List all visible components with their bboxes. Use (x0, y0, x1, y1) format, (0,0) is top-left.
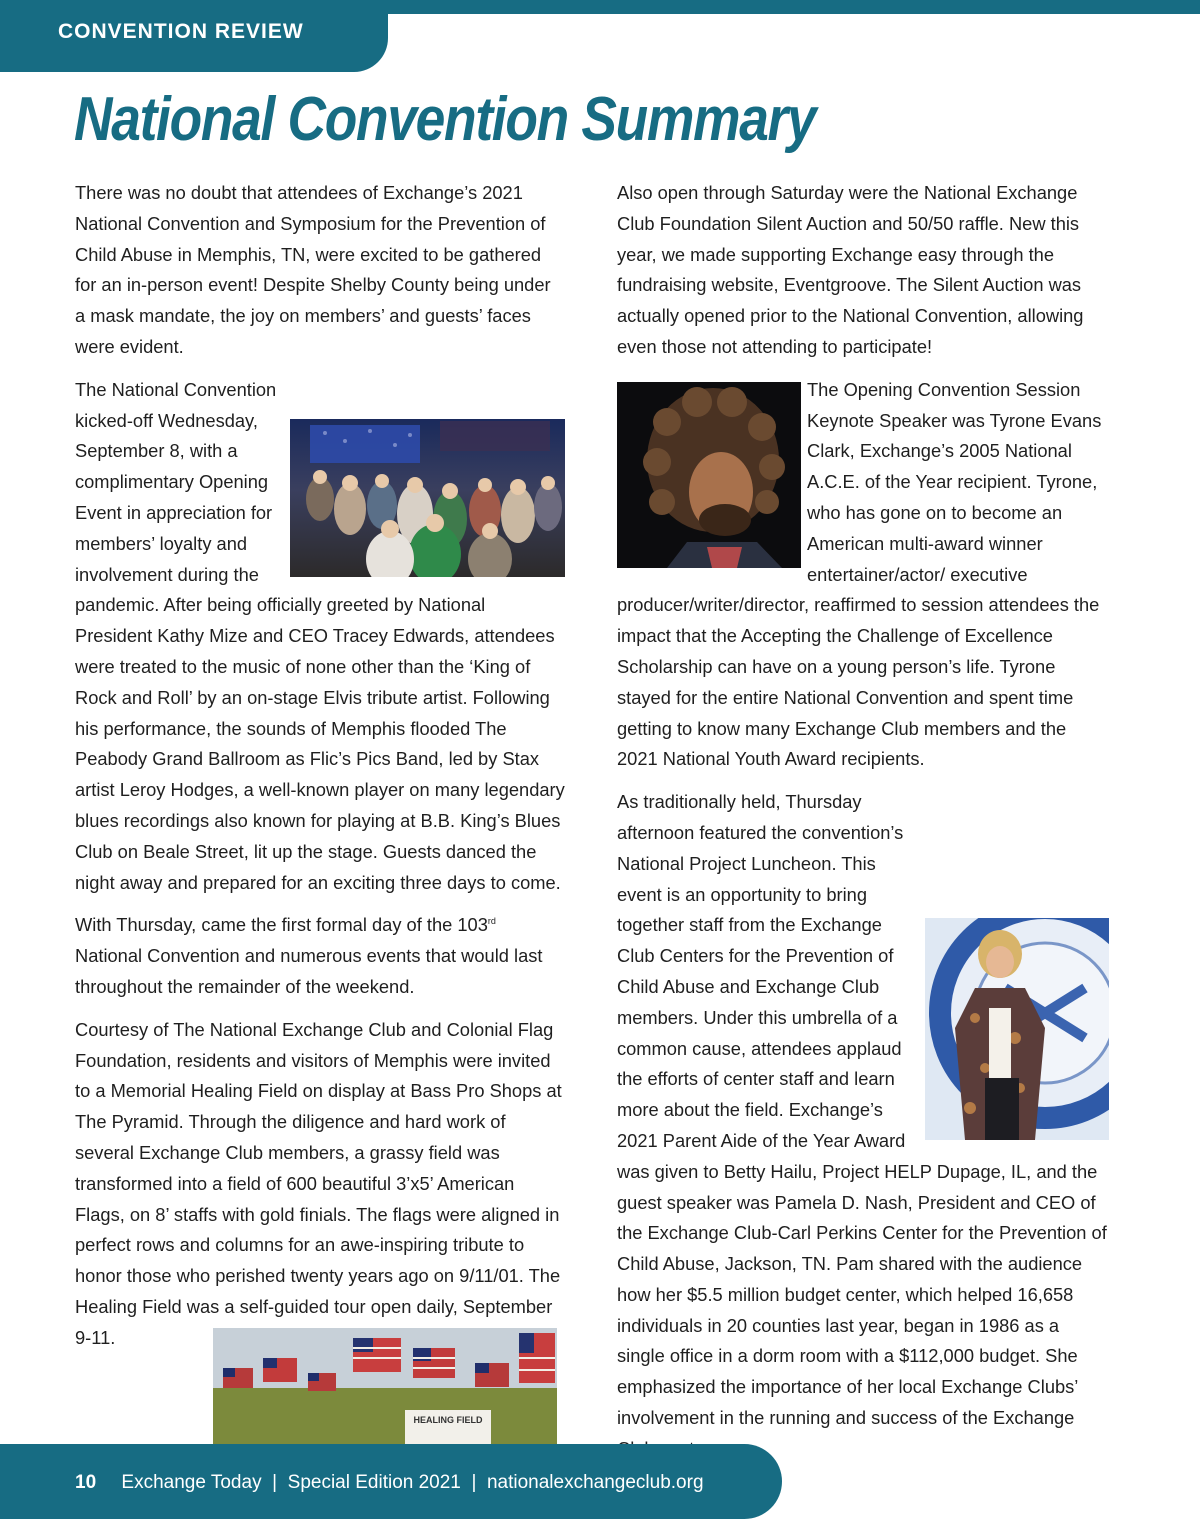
footer-separator: | (471, 1472, 477, 1493)
publication-name: Exchange Today (121, 1472, 262, 1493)
page-title: National Convention Summary (74, 85, 816, 154)
article-column-right (617, 178, 1109, 1477)
paragraph-text: With Thursday, came the first formal day of the 103 (75, 914, 488, 936)
footer-separator: | (272, 1472, 278, 1493)
article-paragraph (75, 375, 565, 899)
article-paragraph-text: As traditionally held, Thursday afternoon featured the convention’s National Project Luncheon. This event is an opportunity to bring together staff from the Exchange Club Centers for the Prevention of Child Abuse and Exchange Club members. Under this umbrella of a common cause, attendees applaud the efforts of center staff and learn more about the field. Exchange’s 2021 Parent Aide of the Year Award was given to Betty Hailu, Project HELP Dupage, IL, and the guest speaker was Pamela D. Nash, President and CEO of the Exchange Club-Carl Perkins Center for the Prevention of Child Abuse, Jackson, TN. Pam shared with the audience how her $5.5 million budget center, which helped 16,658 individuals in 20 counties last year, began in 1986 as a single office in a dorm room with a $112,000 budget. She emphasized the importance of her local Exchange Clubs’ involvement in the running and success of the Exchange (617, 791, 1107, 1429)
article-paragraph (75, 910, 565, 1002)
website-link[interactable]: nationalexchangeclub.org (486, 1472, 704, 1493)
footer (75, 1472, 704, 1494)
article-column-left (75, 178, 565, 1365)
article-paragraph: Also open through Saturday were the National Exchange Club Foundation Silent Auction and 50/50 raffle. New this year, we made supporting Exchange easy through the fundraising website, Eventgroove. The Silent Auction was actually opened prior to the National Convention, allowing even those not attending to participate! (617, 182, 1084, 357)
section-label: CONVENTION REVIEW (58, 20, 304, 43)
parent-aide-award-photo (925, 918, 1109, 1140)
healing-field-flags-photo (213, 1328, 557, 1445)
article-paragraph-text: The National Convention kicked-off Wednesday, September 8, with a complimentary Opening Event in appreciation for members’ loyalty and involvement during the pandemic. After being officially greeted by National President Kathy Mize and CEO Tracey Edwards, attendees were treated to the music of none other than the ‘King of Rock and Roll’ by an on-stage Elvis tribute artist. Following his performance, the sounds of Memphis flooded The Peabody Grand Ballroom as Flic’s Pics Band, led by Stax artist Leroy Hodges, a well-known player on many legendary blues recordings also known for playing at B.B. King’s Blues Club on Beale Street, lit up the stage. Guests danced the night away and prepared for an exciting three days to come. (75, 378, 565, 893)
healing-field-sign-text: HEALING FIELD (413, 1415, 483, 1425)
paragraph-text: National Convention and numerous events that would last throughout the remainder of the weekend. (75, 945, 543, 997)
article-paragraph: There was no doubt that attendees of Exchange’s 2021 National Convention and Symposium for the Prevention of Child Abuse in Memphis, TN, were excited to be gathered for an in-person event! Despite Shelby County being under a mask mandate, the joy on members’ and guests’ faces were evident. (75, 182, 551, 357)
article-paragraph: Courtesy of The National Exchange Club and Colonial Flag Foundation, residents and visitors of Memphis were invited to a Memorial Healing Field on display at Bass Pro Shops at The Pyramid. Through the diligence and hard work of several Exchange Club members, a grassy field was transformed into a field of 600 beautiful 3’x5’ American Flags, on 8’ staffs with gold finials. The flags were aligned in perfect rows and columns for an awe-inspiring tribute to honor those who perished twenty years ago on 9/11/01. The Healing Field was a self-guided tour open daily, September 9-11. (75, 1018, 562, 1348)
article-paragraph-text: The Opening Convention Session Keynote Speaker was Tyrone Evans Clark, Exchange’s 2005 National A.C.E. of the Year recipient. Tyrone, who has gone on to become an American multi-award winner entertainer/actor/ executive producer/writer/director, reaffirmed to session attendees the impact that the Accepting the Challenge of Excellence Scholarship can have on a young person’s life. Tyrone stayed for the entire National Convention and spent time getting to know many Exchange Club members and the 2021 National Youth Award recipients. (617, 378, 1102, 770)
edition-name: Special Edition 2021 (287, 1472, 461, 1493)
page-number: 10 (75, 1472, 97, 1493)
article-paragraph (617, 787, 1109, 1465)
opening-event-dance-photo (290, 419, 565, 577)
article-paragraph (617, 375, 1109, 775)
keynote-speaker-photo (617, 382, 801, 568)
ordinal-superscript: rd (487, 916, 496, 927)
